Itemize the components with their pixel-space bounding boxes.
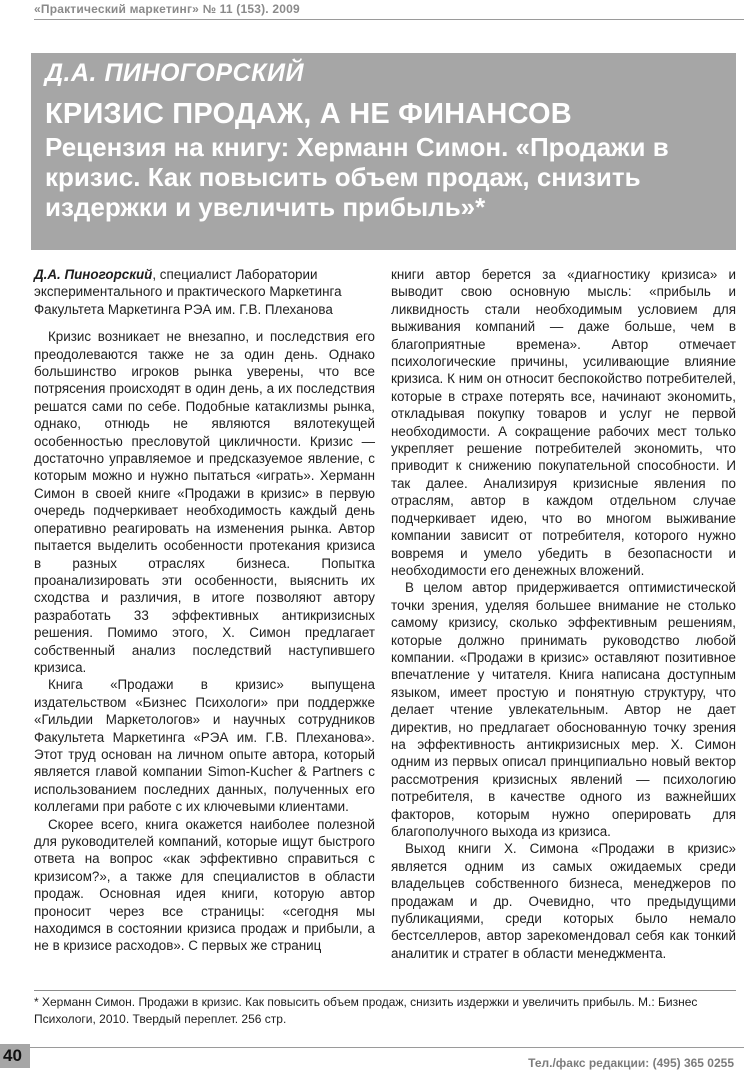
article-subtitle: Рецензия на книгу: Херманн Симон. «Продажи в кризис. Как повысить объем продаж, снизить издержки и увеличить прибыль»* <box>45 132 669 222</box>
article-title: КРИЗИС ПРОДАЖ, А НЕ ФИНАНСОВ <box>45 98 572 130</box>
banner-author: Д.А. ПИНОГОРСКИЙ <box>45 59 304 87</box>
paragraph: Скорее всего, книга окажется наиболее полезной для руководителей компаний, которые ищут быстрого ответа на вопрос «как эффективно справиться с кризисом?», а также для специалистов в области продаж. Основная идея книги, которую автор проносит через все страницы: «сегодня мы находимся в состоянии кризиса продаж и прибыли, а не в кризисе расходов». С первых же страниц <box>34 816 375 954</box>
page-number: 40 <box>3 1046 22 1065</box>
header-divider <box>34 19 744 20</box>
paragraph: В целом автор придерживается оптимистической точки зрения, уделяя большее внимание не столько самому кризису, сколько эффективным решениям, которые должно принимать руководство любой компании. «Продажи в кризис» оставляют позитивное впечатление у читателя. Книга написана доступным языком, имеет простую и понятную структуру, что делает чтение увлекательным. Автор не дает директив, но предлагает обоснованную точку зрения на эффективность антикризисных мер. Х. Симон одним из первых описал принципиально новый вектор рассмотрения кризисных явлений — психологию потребителя, в качестве одного из важнейших факторов, которым нужно оперировать для благополучного выхода из кризиса. <box>391 580 736 839</box>
text-column-left <box>34 266 375 955</box>
page-number-box <box>0 1044 30 1068</box>
paragraph: книги автор берется за «диагностику кризиса» и выводит свою основную мысль: «прибыль и ликвидность стали необходимым условием для выживания компаний — даже больше, чем в благоприятные времена». Автор отмечает психологические причины, усиливающие влияние кризиса. К ним он относит беспокойство потребителей, которые в страхе потерять все, начинают экономить, откладывая покупку товаров и услуг не первой необходимости. А сокращение рабочих мест только укрепляет решение потребителей экономить, что приводит к снижению покупательной способности. И так далее. Анализируя кризисные явления по отраслям, автор в каждом отдельном случае подчеркивает идею, что во многом выживание компании зависит от потребителя, которого нужно вовремя и умело убедить в безопасности и необходимости его денежных вложений. <box>391 267 736 578</box>
article-title-banner <box>31 53 736 250</box>
footnote-divider <box>34 990 736 991</box>
paragraph: Книга «Продажи в кризис» выпущена издательством «Бизнес Психологи» при поддержке «Гильдии Маркетологов» и научных сотрудников Факультета Маркетинга «РЭА им. Г.В. Плеханова». Этот труд основан на личном опыте автора, который является главой компании Simon-Kucher & Partners с использованием последних данных, полученных его коллегами при работе с их ключевыми клиентами. <box>34 677 375 815</box>
byline-author-role: , специалист Лаборатории экспериментального и практического Маркетинга Факультета Маркетинга РЭА им. Г.В. Плеханова <box>34 267 342 317</box>
text-column-right <box>391 266 736 962</box>
byline-author-name: Д.А. Пиногорский <box>34 267 153 282</box>
paragraph: Кризис возникает не внезапно, и последствия его преодолеваются также не за один день. Однако большинство игроков рынка уверены, что все потрясения происходят в один день, а их последствия решатся сами по себе. Подобные катаклизмы рынка, однако, отнюдь не являются вялотекущей особенностью пресловутой цикличности. Кризис — достаточно управляемое и предсказуемое явление, с которым можно и нужно пытаться «играть». Херманн Симон в своей книге «Продажи в кризис» в первую очередь подчеркивает необходимость каждый день оперативно реагировать на изменения рынка. Автор пытается выделить особенности протекания кризиса в разных отраслях бизнеса. Попытка проанализировать эти особенности, выяснить их сходства и различия, в итоге позволяют автору разработать 33 эффективных антикризисных решения. Помимо этого, Х. Симон предлагает собственный анализ последствий наступившего кризиса. <box>34 329 375 675</box>
footer-divider <box>30 1047 744 1048</box>
running-header <box>0 0 744 22</box>
editorial-contact: Тел./факс редакции: (495) 365 0255 <box>528 1056 734 1070</box>
footnote: * Херманн Симон. Продажи в кризис. Как повысить объем продаж, снизить издержки и увеличить прибыль. М.: Бизнес Психологи, 2010. Твердый переплет. 256 стр. <box>34 995 698 1026</box>
author-byline <box>34 266 375 318</box>
journal-issue-label: «Практический маркетинг» № 11 (153). 2009 <box>34 2 300 16</box>
paragraph: Выход книги Х. Симона «Продажи в кризис» является одним из самых ожидаемых среди владельцев собственного бизнеса, менеджеров по продажам и др. Очевидно, что предыдущими публикациями, среди которых было немало бестселлеров, автор зарекомендовал себя как тонкий аналитик и стратег в области менеджмента. <box>391 841 736 961</box>
